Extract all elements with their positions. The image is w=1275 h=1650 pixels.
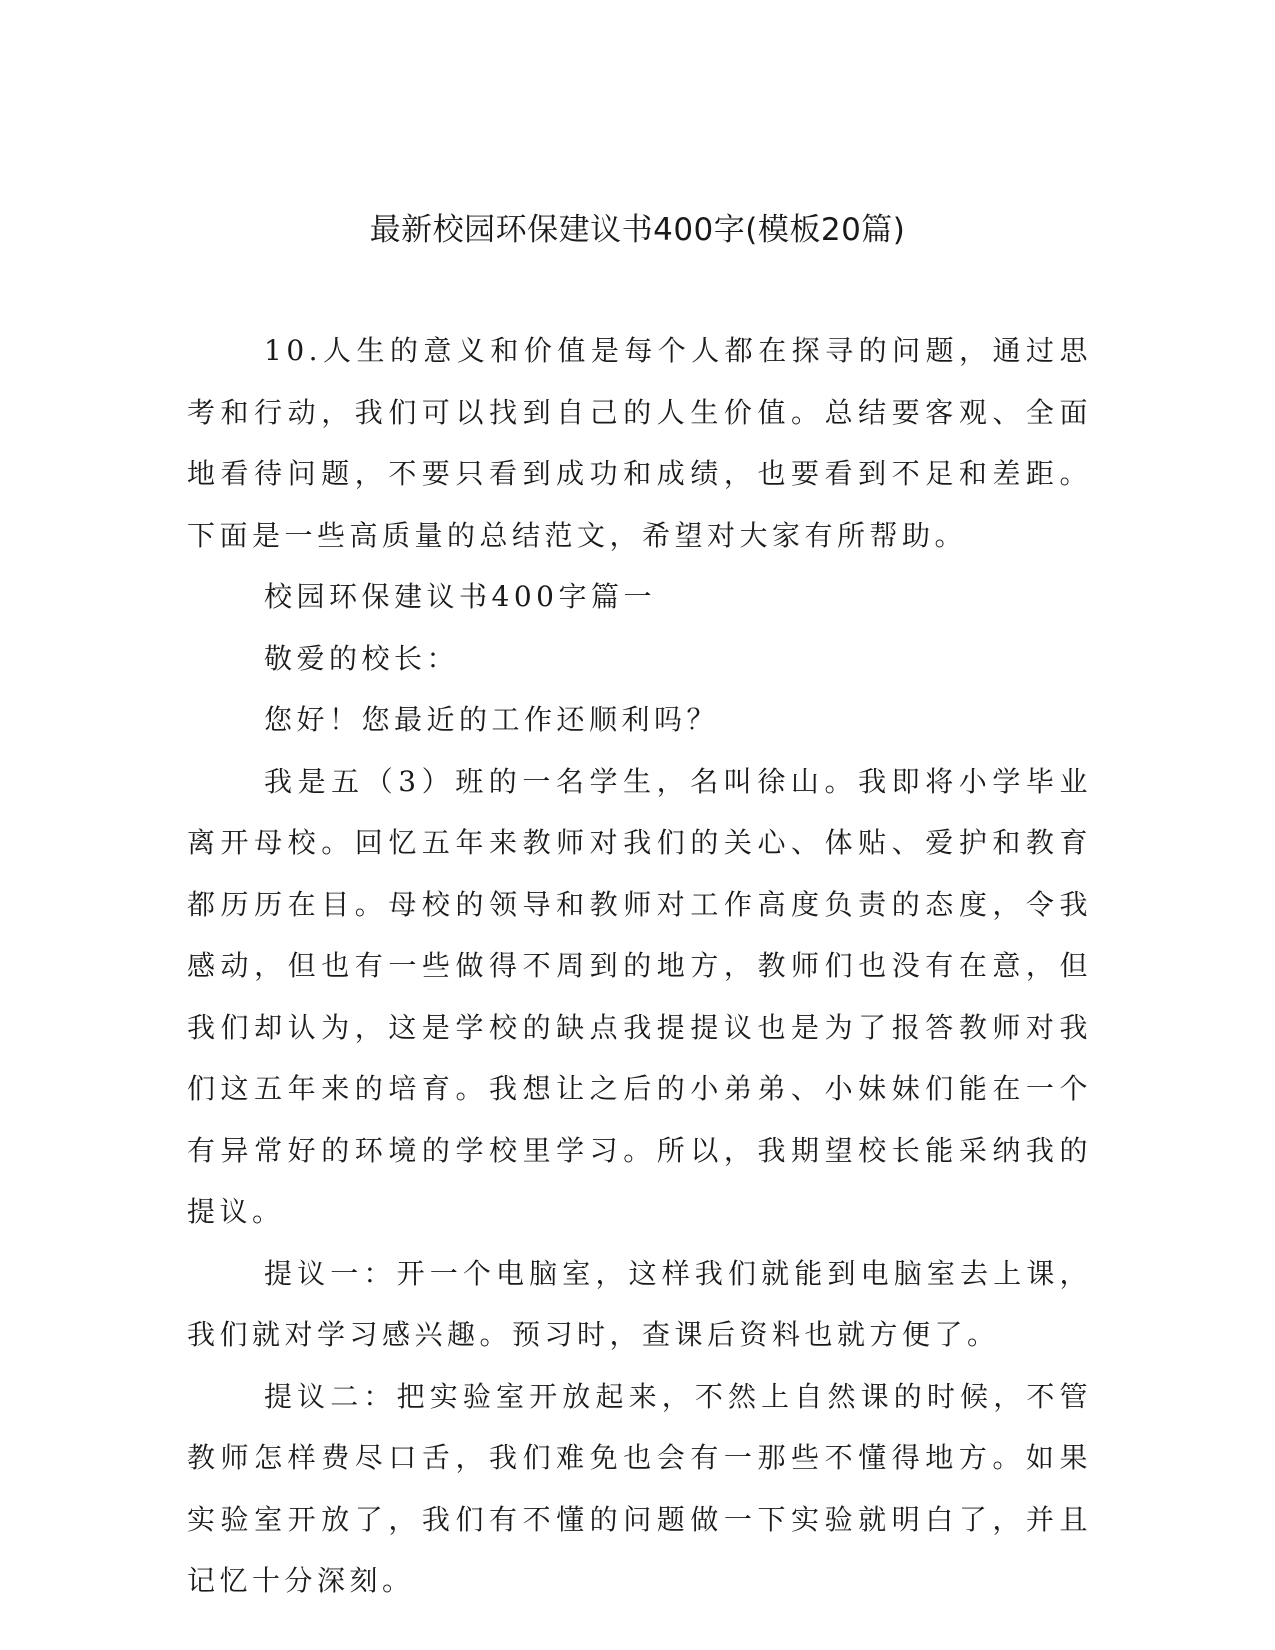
suggestion-one: 提议一：开一个电脑室，这样我们就能到电脑室去上课，我们就对学习感兴趣。预习时，查课后资料也就方便了。 [187, 1256, 1092, 1351]
greeting: 您好！您最近的工作还顺利吗？ [264, 703, 720, 736]
letter-paragraph: 我是五（3）班的一名学生，名叫徐山。我即将小学毕业离开母校。回忆五年来教师对我们的关心、体贴、爱护和教育都历历在目。母校的领导和教师对工作高度负责的态度，令我感动，但也有一些做得不周到的地方，教师们也没有在意，但我们却认为，这是学校的缺点我提提议也是为了报答教师对我们这五年来的培育。我想让之后的小弟弟、小妹妹们能在一个有异常好的环境的学校里学习。所以，我期望校长能采纳我的提议。 [187, 764, 1092, 1228]
document-title: 最新校园环保建议书400字(模板20篇) [369, 212, 906, 248]
section-heading: 校园环保建议书400字篇一 [264, 580, 656, 613]
suggestion-two: 提议二：把实验室开放起来，不然上自然课的时候，不管教师怎样费尽口舌，我们难免也会有一那些不懂得地方。如果实验室开放了，我们有不懂的问题做一下实验就明白了，并且记忆十分深刻。 [187, 1379, 1092, 1597]
salutation: 敬爱的校长： [264, 641, 460, 675]
intro-paragraph: 10.人生的意义和价值是每个人都在探寻的问题，通过思考和行动，我们可以找到自己的人生价值。总结要客观、全面地看待问题，不要只看到成功和成绩，也要看到不足和差距。下面是一些高质量的总结范文，希望对大家有所帮助。 [187, 334, 1092, 552]
document-body [187, 320, 1092, 1612]
